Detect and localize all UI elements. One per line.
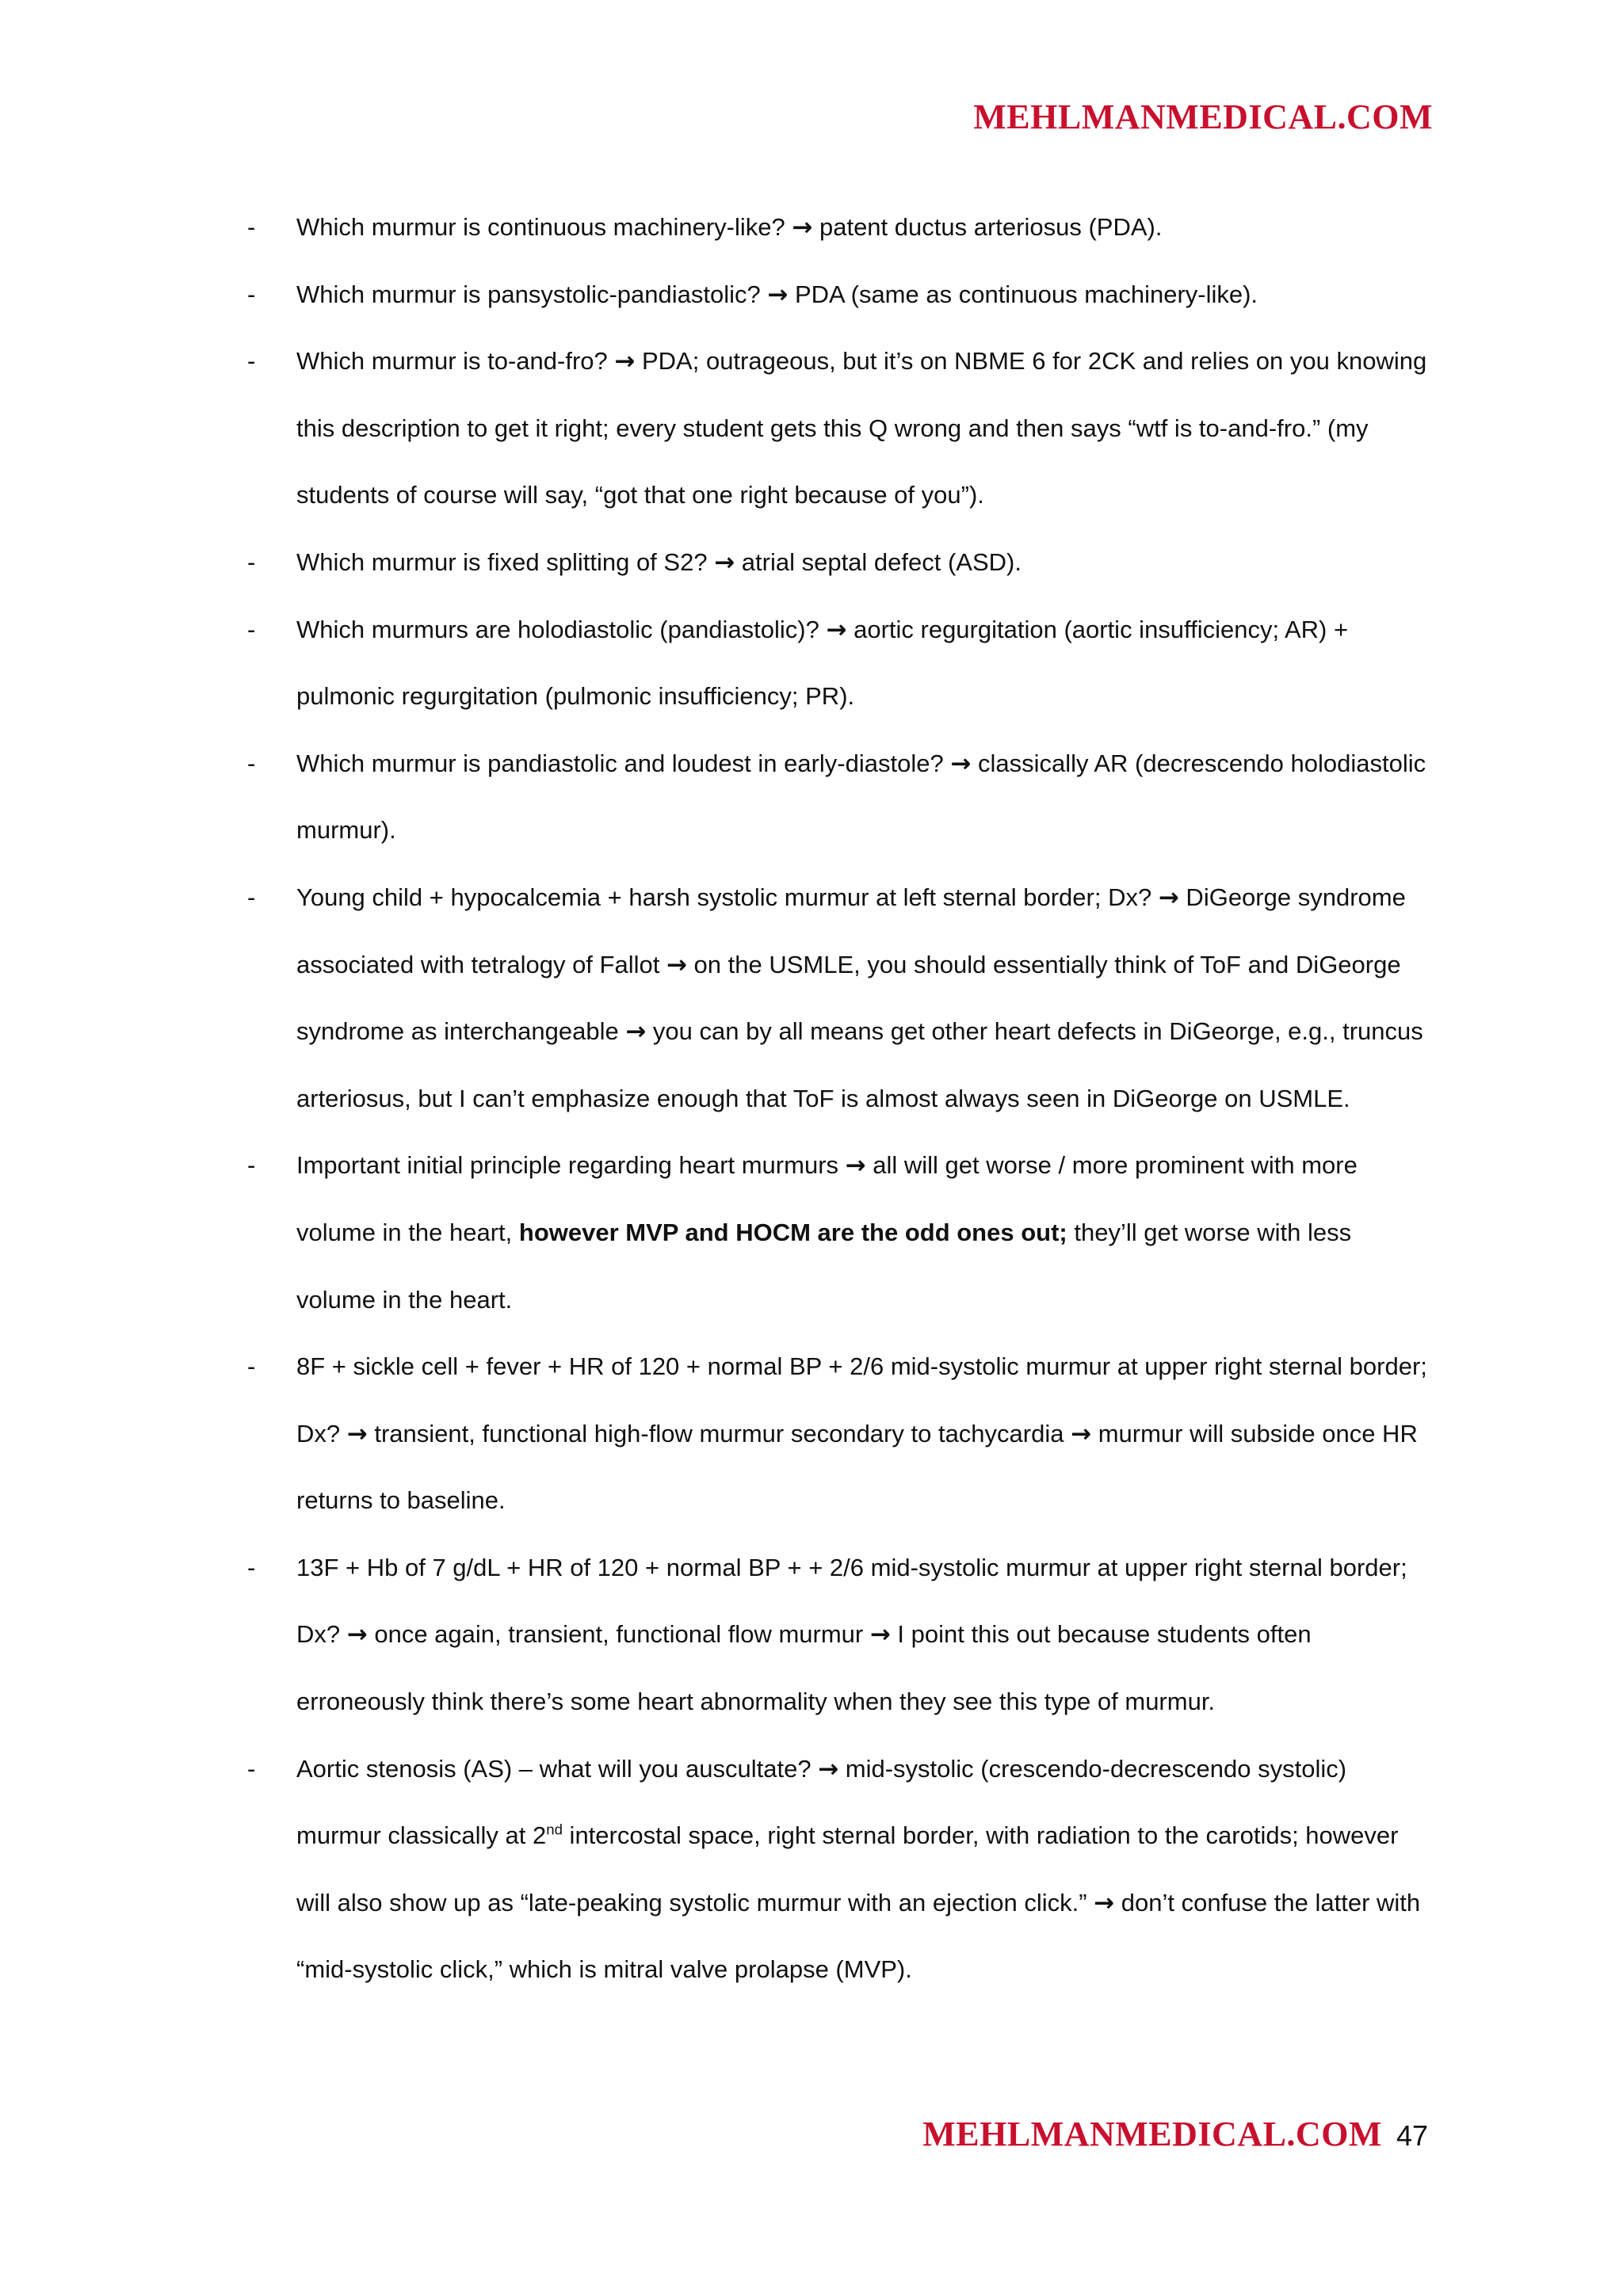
arrow-icon: → <box>792 213 813 242</box>
item-text: PDA; outrageous, but it’s on NBME 6 for 2CK and relies on you knowing this description to get it right; every student gets this Q wrong and then says “wtf is to-and-fro.” (my students of course will say, “got that one right because of you”). <box>296 347 1427 509</box>
bullet-dash: - <box>247 547 256 576</box>
item-text: patent ductus arteriosus (PDA). <box>812 213 1163 241</box>
list-item <box>247 261 1436 329</box>
ordinal-superscript: nd <box>546 1821 563 1838</box>
item-text: Which murmur is continuous machinery-like? <box>296 213 792 241</box>
item-text: Important initial principle regarding heart murmurs <box>296 1151 846 1180</box>
arrow-icon: → <box>666 950 687 979</box>
item-text: 13F + Hb of 7 g/dL + HR of 120 + normal BP + + 2/6 mid-systolic murmur at upper right sternal border; Dx? <box>296 1553 1407 1649</box>
list-item <box>247 1132 1436 1333</box>
list-item <box>247 328 1436 529</box>
item-text: DiGeorge syndrome associated with tetralogy of Fallot <box>296 883 1406 978</box>
arrow-icon: → <box>1071 1419 1092 1448</box>
list-item <box>247 529 1436 597</box>
item-text: on the USMLE, you should essentially think of ToF and DiGeorge syndrome as interchangeable <box>296 950 1401 1046</box>
item-text: all will get worse / more prominent with more volume in the heart, <box>296 1151 1358 1246</box>
item-text: Which murmur is pansystolic-pandiastolic? <box>296 280 768 308</box>
item-text: intercostal space, right sternal border, with radiation to the carotids; however will also show up as “late-peaking systolic murmur with an ejection click.” <box>296 1821 1399 1917</box>
arrow-icon: → <box>869 1620 891 1650</box>
list-item <box>247 730 1436 864</box>
item-text: Which murmur is to-and-fro? <box>296 347 615 376</box>
arrow-icon: → <box>346 1419 368 1448</box>
item-text: Which murmur is fixed splitting of S2? <box>296 547 715 576</box>
item-text: Which murmur is pandiastolic and loudest in early-diastole? <box>296 749 951 777</box>
bullet-dash: - <box>247 1553 256 1581</box>
item-text: Young child + hypocalcemia + harsh systolic murmur at left sternal border; Dx? <box>296 883 1159 911</box>
list-item <box>247 1535 1436 1736</box>
arrow-icon: → <box>625 1017 647 1047</box>
arrow-icon: → <box>346 1620 368 1650</box>
bullet-dash: - <box>247 280 256 308</box>
bullet-dash: - <box>247 1754 256 1783</box>
footer <box>922 2114 1428 2155</box>
list-item <box>247 597 1436 730</box>
item-text: Aortic stenosis (AS) – what will you auscultate? <box>296 1754 819 1783</box>
item-text: you can by all means get other heart defects in DiGeorge, e.g., truncus arteriosus, but I can’t emphasize enough that ToF is almost always seen in DiGeorge on USMLE. <box>296 1017 1423 1112</box>
item-text: classically AR (decrescendo holodiastolic murmur). <box>296 749 1426 845</box>
item-text: I point this out because students often erroneously think there’s some heart abnormality when they see this type of murmur. <box>296 1620 1312 1716</box>
page-number: 47 <box>1396 2119 1428 2152</box>
arrow-icon: → <box>950 749 972 778</box>
bullet-dash: - <box>247 347 256 376</box>
item-text: don’t confuse the latter with “mid-systolic click,” which is mitral valve prolapse (MVP). <box>296 1888 1421 1984</box>
arrow-icon: → <box>714 547 735 577</box>
item-text: PDA (same as continuous machinery-like). <box>788 280 1258 308</box>
list-item <box>247 194 1436 261</box>
bullet-dash: - <box>247 883 256 911</box>
list-item <box>247 1736 1436 2004</box>
item-text: murmur will subside once HR returns to baseline. <box>296 1419 1418 1515</box>
arrow-icon: → <box>845 1151 866 1180</box>
arrow-icon: → <box>614 347 636 376</box>
arrow-icon: → <box>1158 883 1179 912</box>
item-text: 8F + sickle cell + fever + HR of 120 + normal BP + 2/6 mid-systolic murmur at upper right sternal border; Dx? <box>296 1352 1427 1447</box>
item-text: aortic regurgitation (aortic insufficiency; AR) + pulmonic regurgitation (pulmonic insufficiency; PR). <box>296 615 1349 711</box>
item-text: mid-systolic (crescendo-decrescendo systolic) murmur classically at 2 <box>296 1754 1347 1850</box>
emphasis-text: however MVP and HOCM are the odd ones out; <box>518 1218 1067 1246</box>
arrow-icon: → <box>1094 1888 1115 1917</box>
arrow-icon: → <box>826 615 847 644</box>
bullet-dash: - <box>247 615 256 643</box>
item-text: transient, functional high-flow murmur secondary to tachycardia <box>367 1419 1071 1447</box>
arrow-icon: → <box>818 1754 839 1783</box>
item-text: Which murmurs are holodiastolic (pandiastolic)? <box>296 615 827 643</box>
bullet-dash: - <box>247 1151 256 1180</box>
list-item <box>247 1333 1436 1535</box>
bullet-dash: - <box>247 749 256 777</box>
item-text: once again, transient, functional flow murmur <box>367 1620 870 1649</box>
item-text: atrial septal defect (ASD). <box>735 547 1022 576</box>
item-text: they’ll get worse with less volume in the heart. <box>296 1218 1352 1314</box>
arrow-icon: → <box>767 280 789 309</box>
bullet-list <box>247 194 1436 2004</box>
bullet-dash: - <box>247 1352 256 1381</box>
bullet-dash: - <box>247 213 256 241</box>
header-brand: MEHLMANMEDICAL.COM <box>973 97 1433 136</box>
footer-brand: MEHLMANMEDICAL.COM <box>922 2115 1382 2153</box>
list-item <box>247 864 1436 1132</box>
